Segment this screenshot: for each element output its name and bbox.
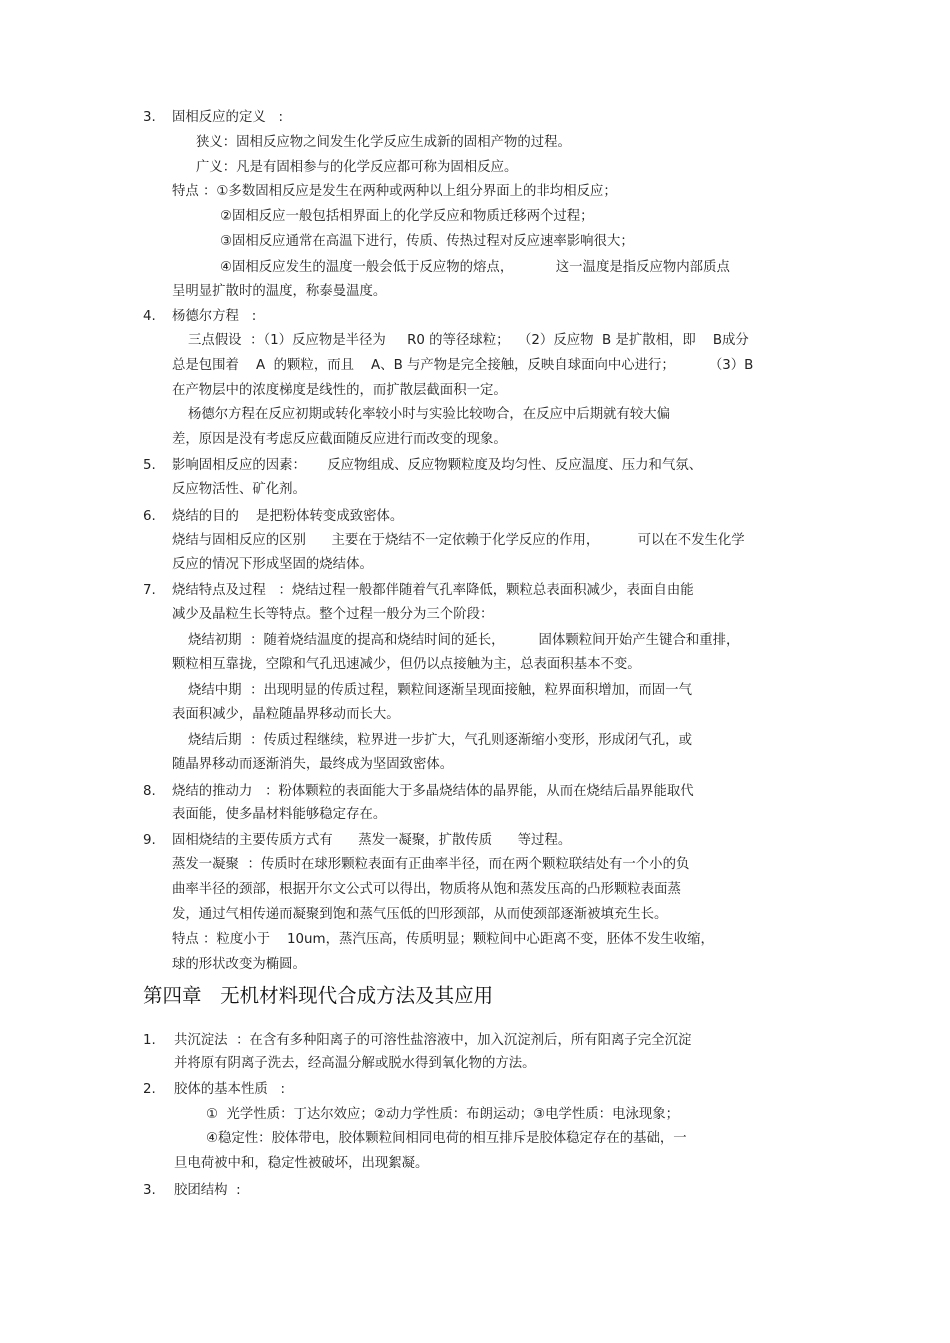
text-line: 反应的情况下形成坚固的烧结体。 [172, 557, 373, 572]
text-line: 狭义：固相反应物之间发生化学反应生成新的固相产物的过程。 [196, 135, 571, 150]
text-line: 影响固相反应的因素： 反应物组成、反应物颗粒度及均匀性、反应温度、压力和气氛、 [172, 458, 703, 473]
text-line: 旦电荷被中和，稳定性被破坏，出现絮凝。 [174, 1156, 429, 1171]
text-line: 颗粒相互靠拢，空隙和气孔迅速减少，但仍以点接触为主，总表面积基本不变。 [172, 657, 641, 672]
text-line: 发，通过气相传递而凝聚到饱和蒸气压低的凹形颈部，从而使颈部逐渐被填充生长。 [172, 907, 668, 922]
text-line: 并将原有阴离子洗去，经高温分解或脱水得到氧化物的方法。 [174, 1056, 536, 1071]
item-number: 1. [143, 1033, 156, 1048]
item-number: 8. [143, 784, 156, 799]
text-line: 特点 ：①多数固相反应是发生在两种或两种以上组分界面上的非均相反应； [172, 184, 617, 199]
text-line: 球的形状改变为椭圆。 [172, 957, 306, 972]
text-line: ③固相反应通常在高温下进行，传质、传热过程对反应速率影响很大； [220, 234, 634, 249]
text-line: 烧结的推动力 ：粉体颗粒的表面能大于多晶烧结体的晶界能，从而在烧结后晶界能取代 [172, 784, 694, 799]
text-line: 烧结初期 ：随着烧结温度的提高和烧结时间的延长， 固体颗粒间开始产生键合和重排， [188, 633, 740, 648]
text-line: 固相烧结的主要传质方式有 蒸发一凝聚，扩散传质 等过程。 [172, 833, 572, 848]
text-line: 在产物层中的浓度梯度是线性的，而扩散层截面积一定。 [172, 383, 507, 398]
text-line: 随晶界移动而逐渐消失，最终成为坚固致密体。 [172, 757, 454, 772]
item-number: 2. [143, 1082, 156, 1097]
text-line: ④固相反应发生的温度一般会低于反应物的熔点， 这一温度是指反应物内部质点 [220, 260, 730, 275]
text-line: 杨德尔方程在反应初期或转化率较小时与实验比较吻合，在反应中后期就有较大偏 [188, 407, 671, 422]
item-number: 3. [143, 110, 156, 125]
text-line: 反应物活性、矿化剂。 [172, 482, 306, 497]
text-line: 蒸发一凝聚 ：传质时在球形颗粒表面有正曲率半径，而在两个颗粒联结处有一个小的负 [172, 857, 690, 872]
section-heading: 胶团结构 : [174, 1183, 241, 1198]
section-heading: 固相反应的定义 : [172, 110, 284, 125]
text-line: 烧结特点及过程 ：烧结过程一般都伴随着气孔率降低，颗粒总表面积减少，表面自由能 [172, 583, 694, 598]
item-number: 6. [143, 509, 156, 524]
text-line: 三点假设 ：（1）反应物是半径为 R0 的等径球粒； （2）反应物 B 是扩散相，即 B成分 [188, 333, 749, 348]
text-line: 烧结与固相反应的区别 主要在于烧结不一定依赖于化学反应的作用， 可以在不发生化学 [172, 533, 745, 548]
text-line: 呈明显扩散时的温度，称泰曼温度。 [172, 284, 387, 299]
text-line: 特点 ：粒度小于 10um，蒸汽压高，传质明显；颗粒间中心距离不变，胚体不发生收缩， [172, 932, 714, 947]
item-number: 7. [143, 583, 156, 598]
text-line: 烧结的目的 是把粉体转变成致密体。 [172, 509, 404, 524]
item-number: 4. [143, 309, 156, 324]
text-line: 共沉淀法 ：在含有多种阳离子的可溶性盐溶液中，加入沉淀剂后，所有阳离子完全沉淀 [174, 1033, 692, 1048]
text-line: 差，原因是没有考虑反应截面随反应进行而改变的现象。 [172, 432, 507, 447]
text-line: ① 光学性质：丁达尔效应；②动力学性质：布朗运动；③电学性质：电泳现象； [206, 1107, 680, 1122]
section-heading: 杨德尔方程 : [172, 309, 257, 324]
text-line: 烧结中期 ：出现明显的传质过程，颗粒间逐渐呈现面接触，粒界面积增加，而固一气 [188, 683, 692, 698]
text-line: 表面积减少，晶粒随晶界移动而长大。 [172, 707, 400, 722]
section-heading: 胶体的基本性质 : [174, 1082, 286, 1097]
text-line: 广义：凡是有固相参与的化学反应都可称为固相反应。 [196, 160, 518, 175]
item-number: 9. [143, 833, 156, 848]
text-line: 减少及晶粒生长等特点。整个过程一般分为三个阶段： [172, 607, 494, 622]
text-line: 烧结后期 ：传质过程继续，粒界进一步扩大，气孔则逐渐缩小变形，形成闭气孔，或 [188, 733, 692, 748]
text-line: 曲率半径的颈部，根据开尔文公式可以得出，物质将从饱和蒸发压高的凸形颗粒表面蒸 [172, 882, 681, 897]
text-line: 总是包围着 A 的颗粒，而且 A、B 与产物是完全接触，反映自球面向中心进行； （3）B [172, 358, 754, 373]
item-number: 3. [143, 1183, 156, 1198]
item-number: 5. [143, 458, 156, 473]
text-line: 表面能，使多晶材料能够稳定存在。 [172, 807, 387, 822]
text-line: ④稳定性：胶体带电，胶体颗粒间相同电荷的相互排斥是胶体稳定存在的基础，一 [206, 1131, 687, 1146]
text-line: ②固相反应一般包括相界面上的化学反应和物质迁移两个过程； [220, 209, 594, 224]
chapter-title: 第四章 无机材料现代合成方法及其应用 [143, 984, 494, 1007]
